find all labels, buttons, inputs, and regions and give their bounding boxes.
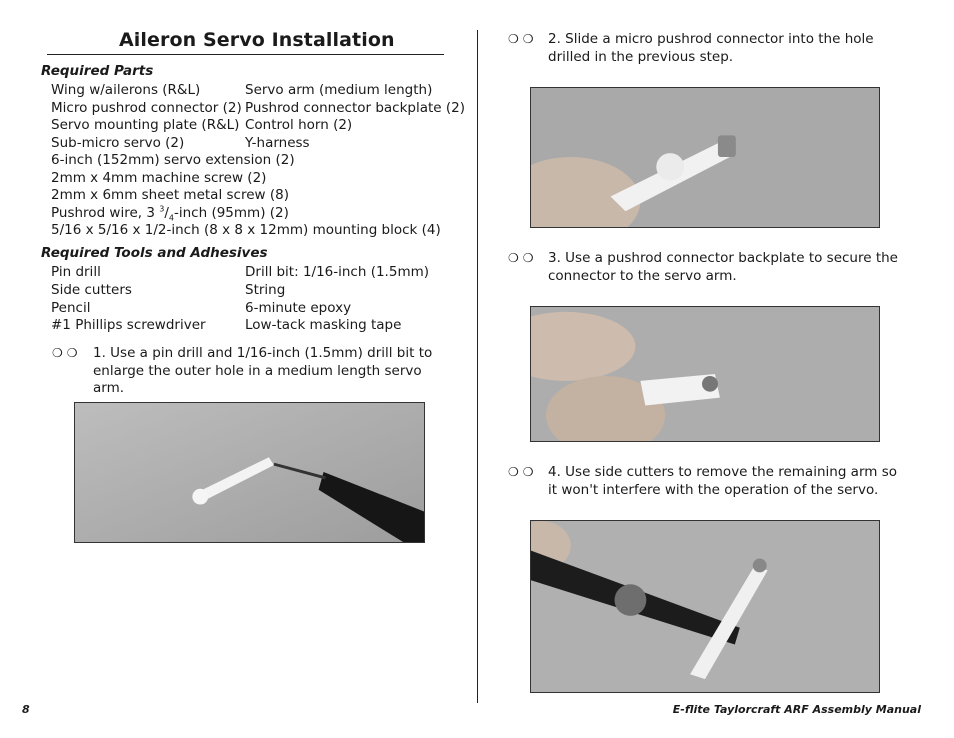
part-item-pushrod-wire: Pushrod wire, 3 $^3/_4$-inch (95mm) (2) (51, 204, 289, 223)
tool-item: Pin drill (51, 264, 101, 280)
part-item: Control horn (2) (245, 117, 353, 133)
photo-side-cutters (530, 520, 880, 693)
part-item: 6-inch (152mm) servo extension (2) (51, 152, 295, 168)
part-item: 2mm x 6mm sheet metal screw (8) (51, 187, 289, 203)
part-item: Y-harness (245, 134, 310, 151)
step-4-checkboxes[interactable]: ❍❍ (508, 465, 538, 479)
step-3-checkboxes[interactable]: ❍❍ (508, 251, 538, 265)
tool-item: 6-minute epoxy (245, 299, 352, 316)
tool-item: Low-tack masking tape (245, 317, 402, 333)
part-item: Pushrod connector backplate (2) (245, 99, 466, 116)
part-item: 2mm x 4mm machine screw (2) (51, 169, 267, 186)
part-item: Micro pushrod connector (2) (51, 99, 242, 116)
part-item: Servo arm (medium length) (245, 82, 433, 98)
part-item: Wing w/ailerons (R&L) (51, 82, 201, 98)
part-item: Servo mounting plate (R&L) (51, 117, 240, 133)
tool-item: Drill bit: 1/16-inch (1.5mm) (245, 264, 430, 280)
tool-item: #1 Phillips screwdriver (51, 317, 206, 333)
document-title: E-flite Taylorcraft ARF Assembly Manual (672, 703, 921, 716)
tool-item: Side cutters (51, 282, 132, 298)
step-3-text: 3. Use a pushrod connector backplate to secure the connector to the servo arm. (548, 250, 898, 284)
part-item: 5/16 x 5/16 x 1/2-inch (8 x 8 x 12mm) mounting block (4) (51, 222, 441, 238)
column-divider (477, 30, 478, 703)
page-title: Aileron Servo Installation (119, 29, 395, 51)
tool-item: String (245, 282, 286, 298)
step-2-text: 2. Slide a micro pushrod connector into the hole drilled in the previous step. (548, 31, 874, 65)
photo-pin-drill-servo-arm (74, 402, 425, 543)
step-2-checkboxes[interactable]: ❍❍ (508, 32, 538, 46)
title-rule (47, 54, 444, 55)
page-number: 8 (22, 703, 30, 716)
step-4-text: 4. Use side cutters to remove the remaining arm so it won't interfere with the operation of the servo. (548, 464, 898, 498)
tool-item: Pencil (51, 299, 91, 316)
part-item: Sub-micro servo (2) (51, 134, 185, 151)
step-1-text: 1. Use a pin drill and 1/16-inch (1.5mm) drill bit to enlarge the outer hole in a medium length servo arm. (93, 345, 433, 396)
required-parts-heading: Required Parts (41, 63, 154, 79)
photo-micro-pushrod-connector (530, 87, 880, 228)
photo-connector-backplate (530, 306, 880, 442)
required-tools-heading: Required Tools and Adhesives (41, 245, 268, 261)
step-1-checkboxes[interactable]: ❍❍ (52, 346, 82, 360)
